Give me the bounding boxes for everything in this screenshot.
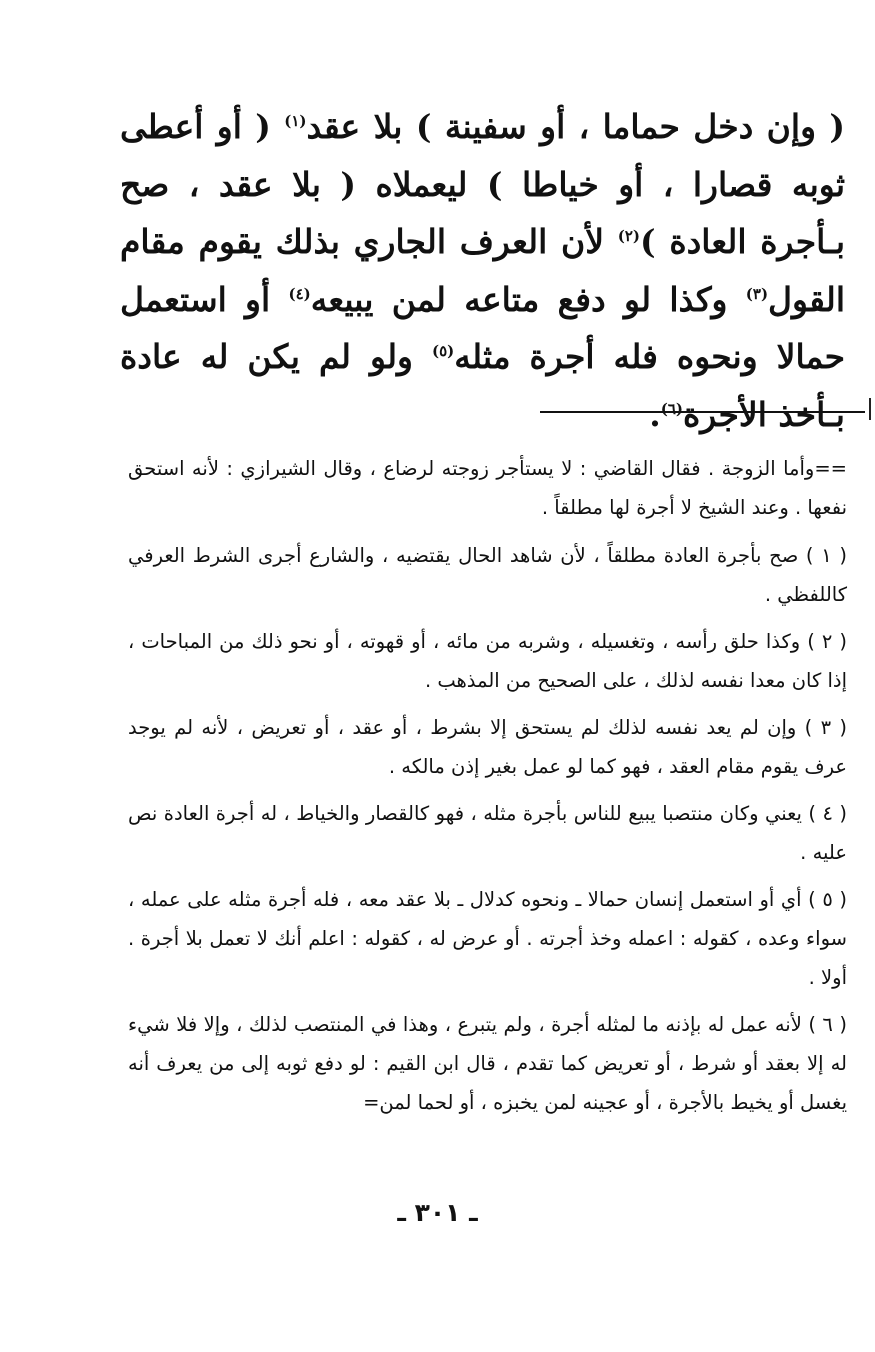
footnote-continuation: ==وأما الزوجة . فقال القاضي : لا يستأجر زوجته لرضاع ، وقال الشيرازي : لأنه استحق نفعها . وعند الشيخ لا أجرة لها مطلقاً . xyxy=(128,457,847,519)
footnote-5: ( ٥ ) أي أو استعمل إنسان حمالا ـ ونحوه كدلال ـ بلا عقد معه ، فله أجرة مثله على عمله ، سواء وعده ، كقوله : اعمله وخذ أجرته . أو عرض له ، كقوله : اعلم أنك لا تعمل بلا أجرة . أولا . xyxy=(128,888,847,989)
main-segment-4: وكذا لو دفع متاعه لمن يبيعه xyxy=(310,279,746,319)
footnote-separator xyxy=(540,411,865,413)
main-segment-5: أو استعمل حمالا ونحوه فله أجرة مثله xyxy=(120,279,845,376)
footnote-ref-3: (٣) xyxy=(745,284,769,303)
footnote-ref-4: (٤) xyxy=(288,284,311,303)
main-segment-6: ولو لم يكن له عادة بـأخذ الأجرة xyxy=(120,337,845,434)
footnote-ref-6: (٦) xyxy=(660,399,683,418)
main-paragraph xyxy=(120,98,845,443)
footnote-4: ( ٤ ) يعني وكان منتصبا يبيع للناس بأجرة مثله ، فهو كالقصار والخياط ، له أجرة العادة نص عليه . xyxy=(128,802,847,864)
page-number: ـ ٣٠١ ـ xyxy=(397,1198,478,1227)
footnote-2: ( ٢ ) وكذا حلق رأسه ، وتغسيله ، وشربه من مائه ، أو قهوته ، أو نحو ذلك من المباحات ، إذا كان معدا نفسه لذلك ، على الصحيح من المذهب . xyxy=(128,630,847,692)
footnote-3: ( ٣ ) وإن لم يعد نفسه لذلك لم يستحق إلا بشرط ، أو عقد ، أو تعريض ، لأنه لم يوجد عرف يقوم مقام العقد ، فهو كما لو عمل بغير إذن مالكه . xyxy=(128,716,847,778)
main-segment-end: . xyxy=(649,394,661,434)
footnote-ref-5: (٥) xyxy=(431,342,455,360)
footnote-1: ( ١ ) صح بأجرة العادة مطلقاً ، لأن شاهد الحال يقتضيه ، والشارع أجرى الشرط العرفي كاللفظي . xyxy=(128,544,847,606)
edge-mark xyxy=(869,398,871,420)
main-segment-3: لأن العرف الجاري بذلك يقوم مقام القول xyxy=(120,222,845,319)
footnotes xyxy=(128,449,847,1130)
footnote-6: ( ٦ ) لأنه عمل له بإذنه ما لمثله أجرة ، ولم يتبرع ، وهذا في المنتصب لذلك ، وإلا فلا شيء له إلا بعقد أو شرط ، أو تعريض كما تقدم ، قال ابن القيم : لو دفع ثوبه إلى من يعرف أنه يغسل أو يخيط بالأجرة ، أو عجينه لمن يخبزه ، أو لحما لمن= xyxy=(128,1013,847,1114)
main-text xyxy=(120,98,845,443)
main-segment-1: ( وإن دخل حماما ، أو سفينة ) بلا عقد xyxy=(306,107,845,146)
footnote-ref-1: (١) xyxy=(284,112,307,130)
main-segment-2: ( أو أعطى ثوبه قصارا ، أو خياطا ) ليعملاه ( بلا عقد ، صح بـأجرة العادة ) xyxy=(120,107,846,261)
footnote-ref-2: (٢) xyxy=(617,227,641,245)
